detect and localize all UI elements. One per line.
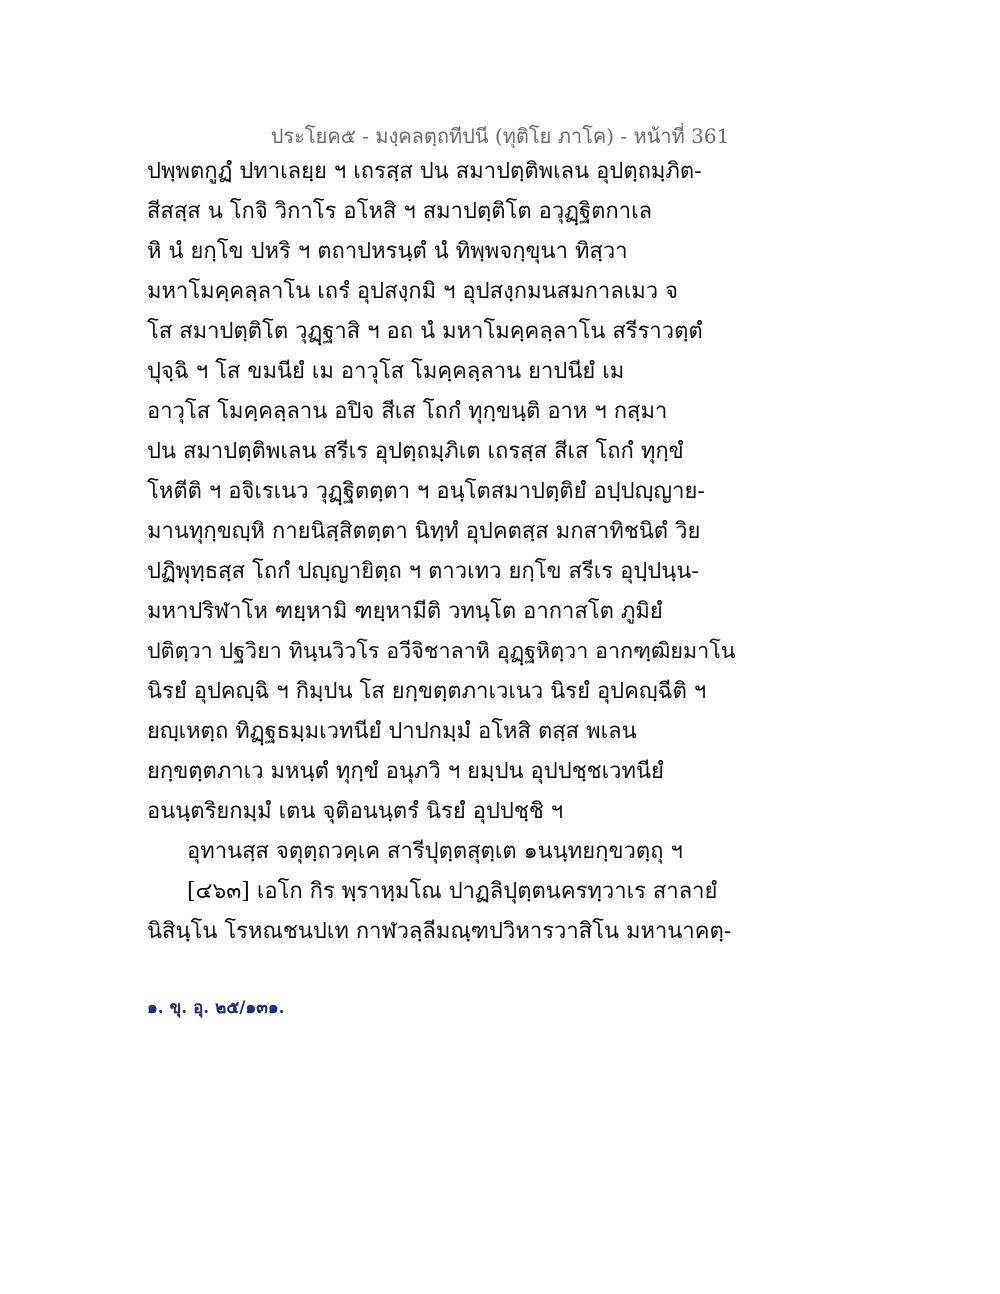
text-line: มหาปริฬาโห ฑยฺหามิ ฑยฺหามีติ วทนฺโต อากาสโต ภูมิยํ	[147, 599, 663, 624]
text-line-indented: อุทานสฺส จตุตฺถวคฺเค สารีปุตฺตสุตฺเต ๑นนฺทยกฺขวตฺถุ ฯ	[187, 839, 683, 864]
text-line: โหตีติ ฯ อจิเรเนว วุฏฺฐิตตฺตา ฯ อนฺโตสมาปตฺติยํ อปฺปญฺญาย-	[147, 479, 705, 504]
text-line-indented: [๔๖๓] เอโก กิร พฺราหฺมโณ ปาฏลิปุตฺตนครทฺวาเร สาลายํ	[187, 879, 718, 904]
text-line: ปน สมาปตฺติพเลน สรีเร อุปตฺถมฺภิเต เถรสฺส สีเส โถกํ ทุกฺขํ	[147, 439, 684, 464]
text-line: ยญฺเหตฺถ ทิฏฺฐธมฺมเวทนียํ ปาปกมฺมํ อโหสิ ตสฺส พเลน	[147, 719, 637, 744]
body-text	[147, 152, 747, 952]
text-line: นิสินฺโน โรหณชนปเท กาฬวลฺลีมณฺฑปวิหารวาสิโน มหานาคตฺ-	[147, 919, 732, 944]
text-line: ปฏิพุทฺธสฺส โถกํ ปญฺญายิตฺถ ฯ ตาวเทว ยกฺโข สรีเร อุปฺปนฺน-	[147, 559, 699, 584]
text-line: ยกฺขตฺตภาเว มหนฺตํ ทุกฺขํ อนุภวิ ฯ ยมฺปน อุปปชฺชเวทนียํ	[147, 759, 664, 784]
text-line: สีสสฺส น โกจิ วิกาโร อโหสิ ฯ สมาปตฺติโต อวุฏฺฐิตกาเล	[147, 199, 653, 224]
text-line: มหาโมคฺคลฺลาโน เถรํ อุปสงฺกมิ ฯ อุปสงฺกมนสมกาลเมว จ	[147, 279, 678, 304]
text-line: อนนฺตริยกมฺมํ เตน จุติอนนฺตรํ นิรยํ อุปปชฺชิ ฯ	[147, 799, 564, 824]
page-header: ประโยค๕ - มงฺคลตฺถทีปนี (ทุติโย ภาโค) - หน้าที่ 361	[270, 124, 730, 148]
text-line: นิรยํ อุปคญฺฉิ ฯ กิมฺปน โส ยกฺขตฺตภาเวเนว นิรยํ อุปคญฺฉีติ ฯ	[147, 679, 707, 704]
text-line: หิ นํ ยกฺโข ปหริ ฯ ตถาปหรนฺตํ นํ ทิพฺพจกฺขุนา ทิสฺวา	[147, 239, 628, 264]
text-line: ปุจฺฉิ ฯ โส ขมนียํ เม อาวุโส โมคฺคลฺลาน ยาปนียํ เม	[147, 359, 625, 384]
text-line: มานทุกฺขญฺหิ กายนิสฺสิตตฺตา นิทฺทํ อุปคตสฺส มกสาทิชนิตํ วิย	[147, 519, 701, 544]
text-line: โส สมาปตฺติโต วุฏฺฐาสิ ฯ อถ นํ มหาโมคฺคลฺลาโน สรีราวตฺตํ	[147, 319, 703, 344]
text-line: ปติตฺวา ปฐวิยา ทินฺนวิวโร อวีจิชาลาหิ อุฏฺฐหิตฺวา อากฑฺฒิยมาโน	[147, 639, 736, 664]
text-line: อาวุโส โมคฺคลฺลาน อปิจ สีเส โถกํ ทุกฺขนฺติ อาห ฯ กสฺมา	[147, 399, 668, 424]
footnote: ๑. ขุ. อุ. ๒๕/๑๓๑.	[147, 998, 285, 1018]
text-line: ปพฺพตกูฏํ ปทาเลยฺย ฯ เถรสฺส ปน สมาปตฺติพเลน อุปตฺถมฺภิต-	[147, 159, 702, 184]
